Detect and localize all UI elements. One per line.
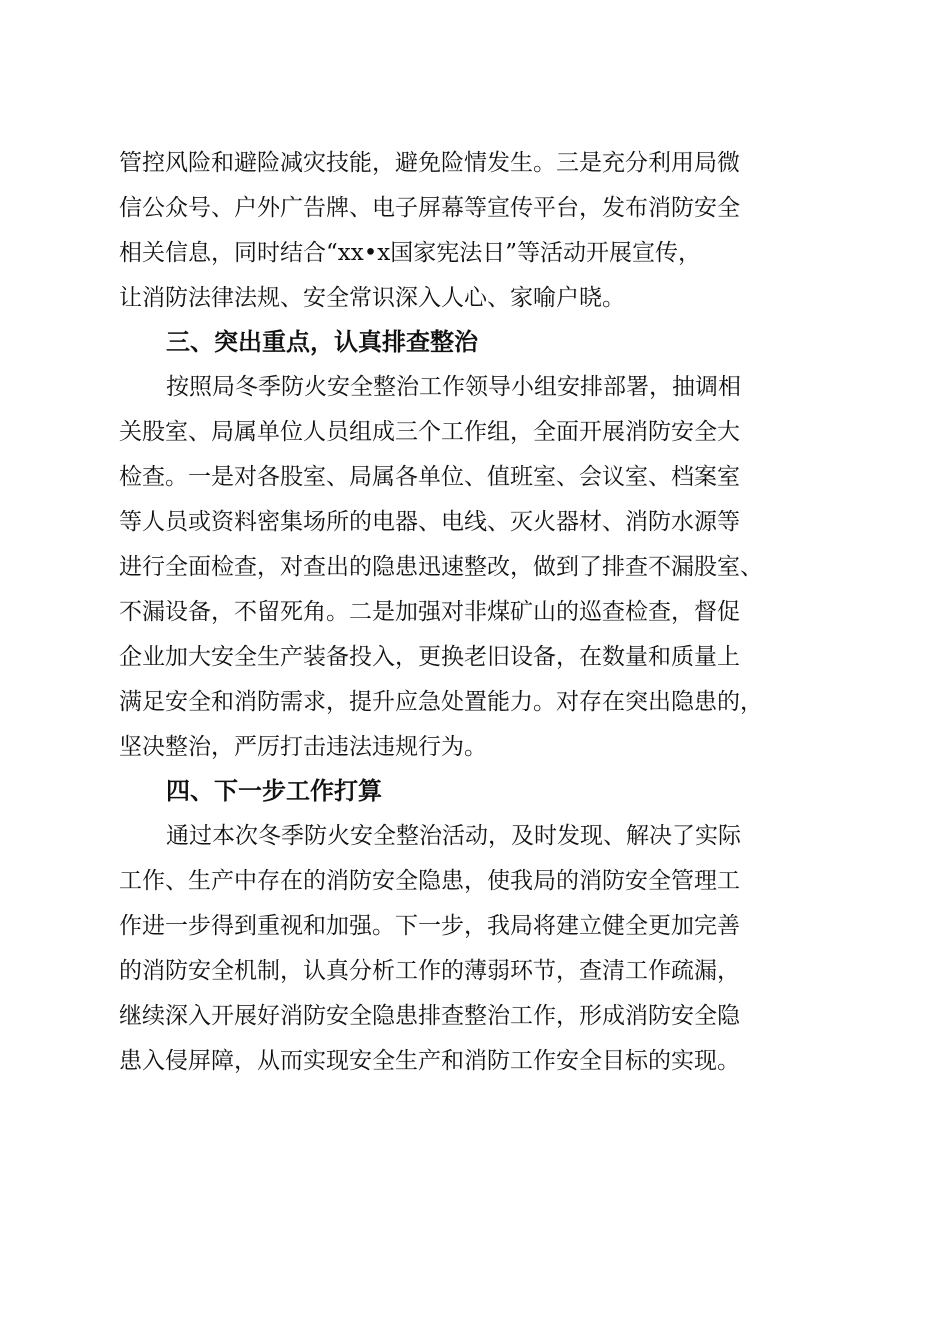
- text-line: 相关信息，同时结合“xx•x国家宪法日”等活动开展宣传，: [119, 240, 701, 266]
- paragraph-line: [0, 993, 950, 1039]
- text-line: 的消防安全机制，认真分析工作的薄弱环节，查清工作疏漏，: [119, 958, 740, 984]
- text-line: 工作、生产中存在的消防安全隐患，使我局的消防安全管理工: [119, 868, 740, 894]
- text-line: 关股室、局属单位人员组成三个工作组，全面开展消防安全大: [119, 419, 740, 445]
- paragraph-line: [0, 813, 950, 859]
- paragraph-line: [0, 634, 950, 680]
- text-line: 作进一步得到重视和加强。下一步，我局将建立健全更加完善: [119, 913, 740, 939]
- paragraph-line: [0, 544, 950, 590]
- paragraph-line: [0, 364, 950, 410]
- paragraph-line: [0, 185, 950, 231]
- text-line: 按照局冬季防火安全整治工作领导小组安排部署，抽调相: [166, 374, 741, 400]
- text-line: 让消防法律法规、安全常识深入人心、家喻户晓。: [119, 285, 625, 311]
- paragraph-line: [0, 679, 950, 725]
- paragraph-line: [0, 858, 950, 904]
- text-line: 通过本次冬季防火安全整治活动，及时发现、解决了实际: [166, 823, 741, 849]
- text-line: 患入侵屏障，从而实现安全生产和消防工作安全目标的实现。: [119, 1048, 740, 1074]
- section-heading: [0, 319, 950, 365]
- paragraph-line: [0, 948, 950, 994]
- text-line: 不漏设备，不留死角。二是加强对非煤矿山的巡查检查，督促: [119, 599, 740, 625]
- section-3-heading: 三、突出重点，认真排查整治: [166, 328, 478, 356]
- paragraph-line: [0, 724, 950, 770]
- section-heading: [0, 768, 950, 814]
- paragraph-line: [0, 903, 950, 949]
- text-line: 进行全面检查，对查出的隐患迅速整改，做到了排查不漏股室、: [119, 554, 763, 580]
- paragraph-line: [0, 1038, 950, 1084]
- text-line: 检查。一是对各股室、局属各单位、值班室、会议室、档案室: [119, 464, 740, 490]
- paragraph-line: [0, 589, 950, 635]
- paragraph-line: [0, 230, 950, 276]
- paragraph-line: [0, 454, 950, 500]
- text-line: 继续深入开展好消防安全隐患排查整治工作，形成消防安全隐: [119, 1003, 740, 1029]
- text-line: 等人员或资料密集场所的电器、电线、灭火器材、消防水源等: [119, 509, 740, 535]
- paragraph-line: [0, 140, 950, 186]
- paragraph-line: [0, 409, 950, 455]
- text-line: 信公众号、户外广告牌、电子屏幕等宣传平台，发布消防安全: [119, 195, 740, 221]
- paragraph-line: [0, 275, 950, 321]
- text-line: 企业加大安全生产装备投入，更换老旧设备，在数量和质量上: [119, 644, 740, 670]
- section-4-heading: 四、下一步工作打算: [166, 777, 382, 805]
- text-line: 坚决整治，严厉打击违法违规行为。: [119, 734, 487, 760]
- text-line: 满足安全和消防需求，提升应急处置能力。对存在突出隐患的，: [119, 689, 763, 715]
- text-line: 管控风险和避险减灾技能，避免险情发生。三是充分利用局微: [119, 150, 740, 176]
- paragraph-line: [0, 499, 950, 545]
